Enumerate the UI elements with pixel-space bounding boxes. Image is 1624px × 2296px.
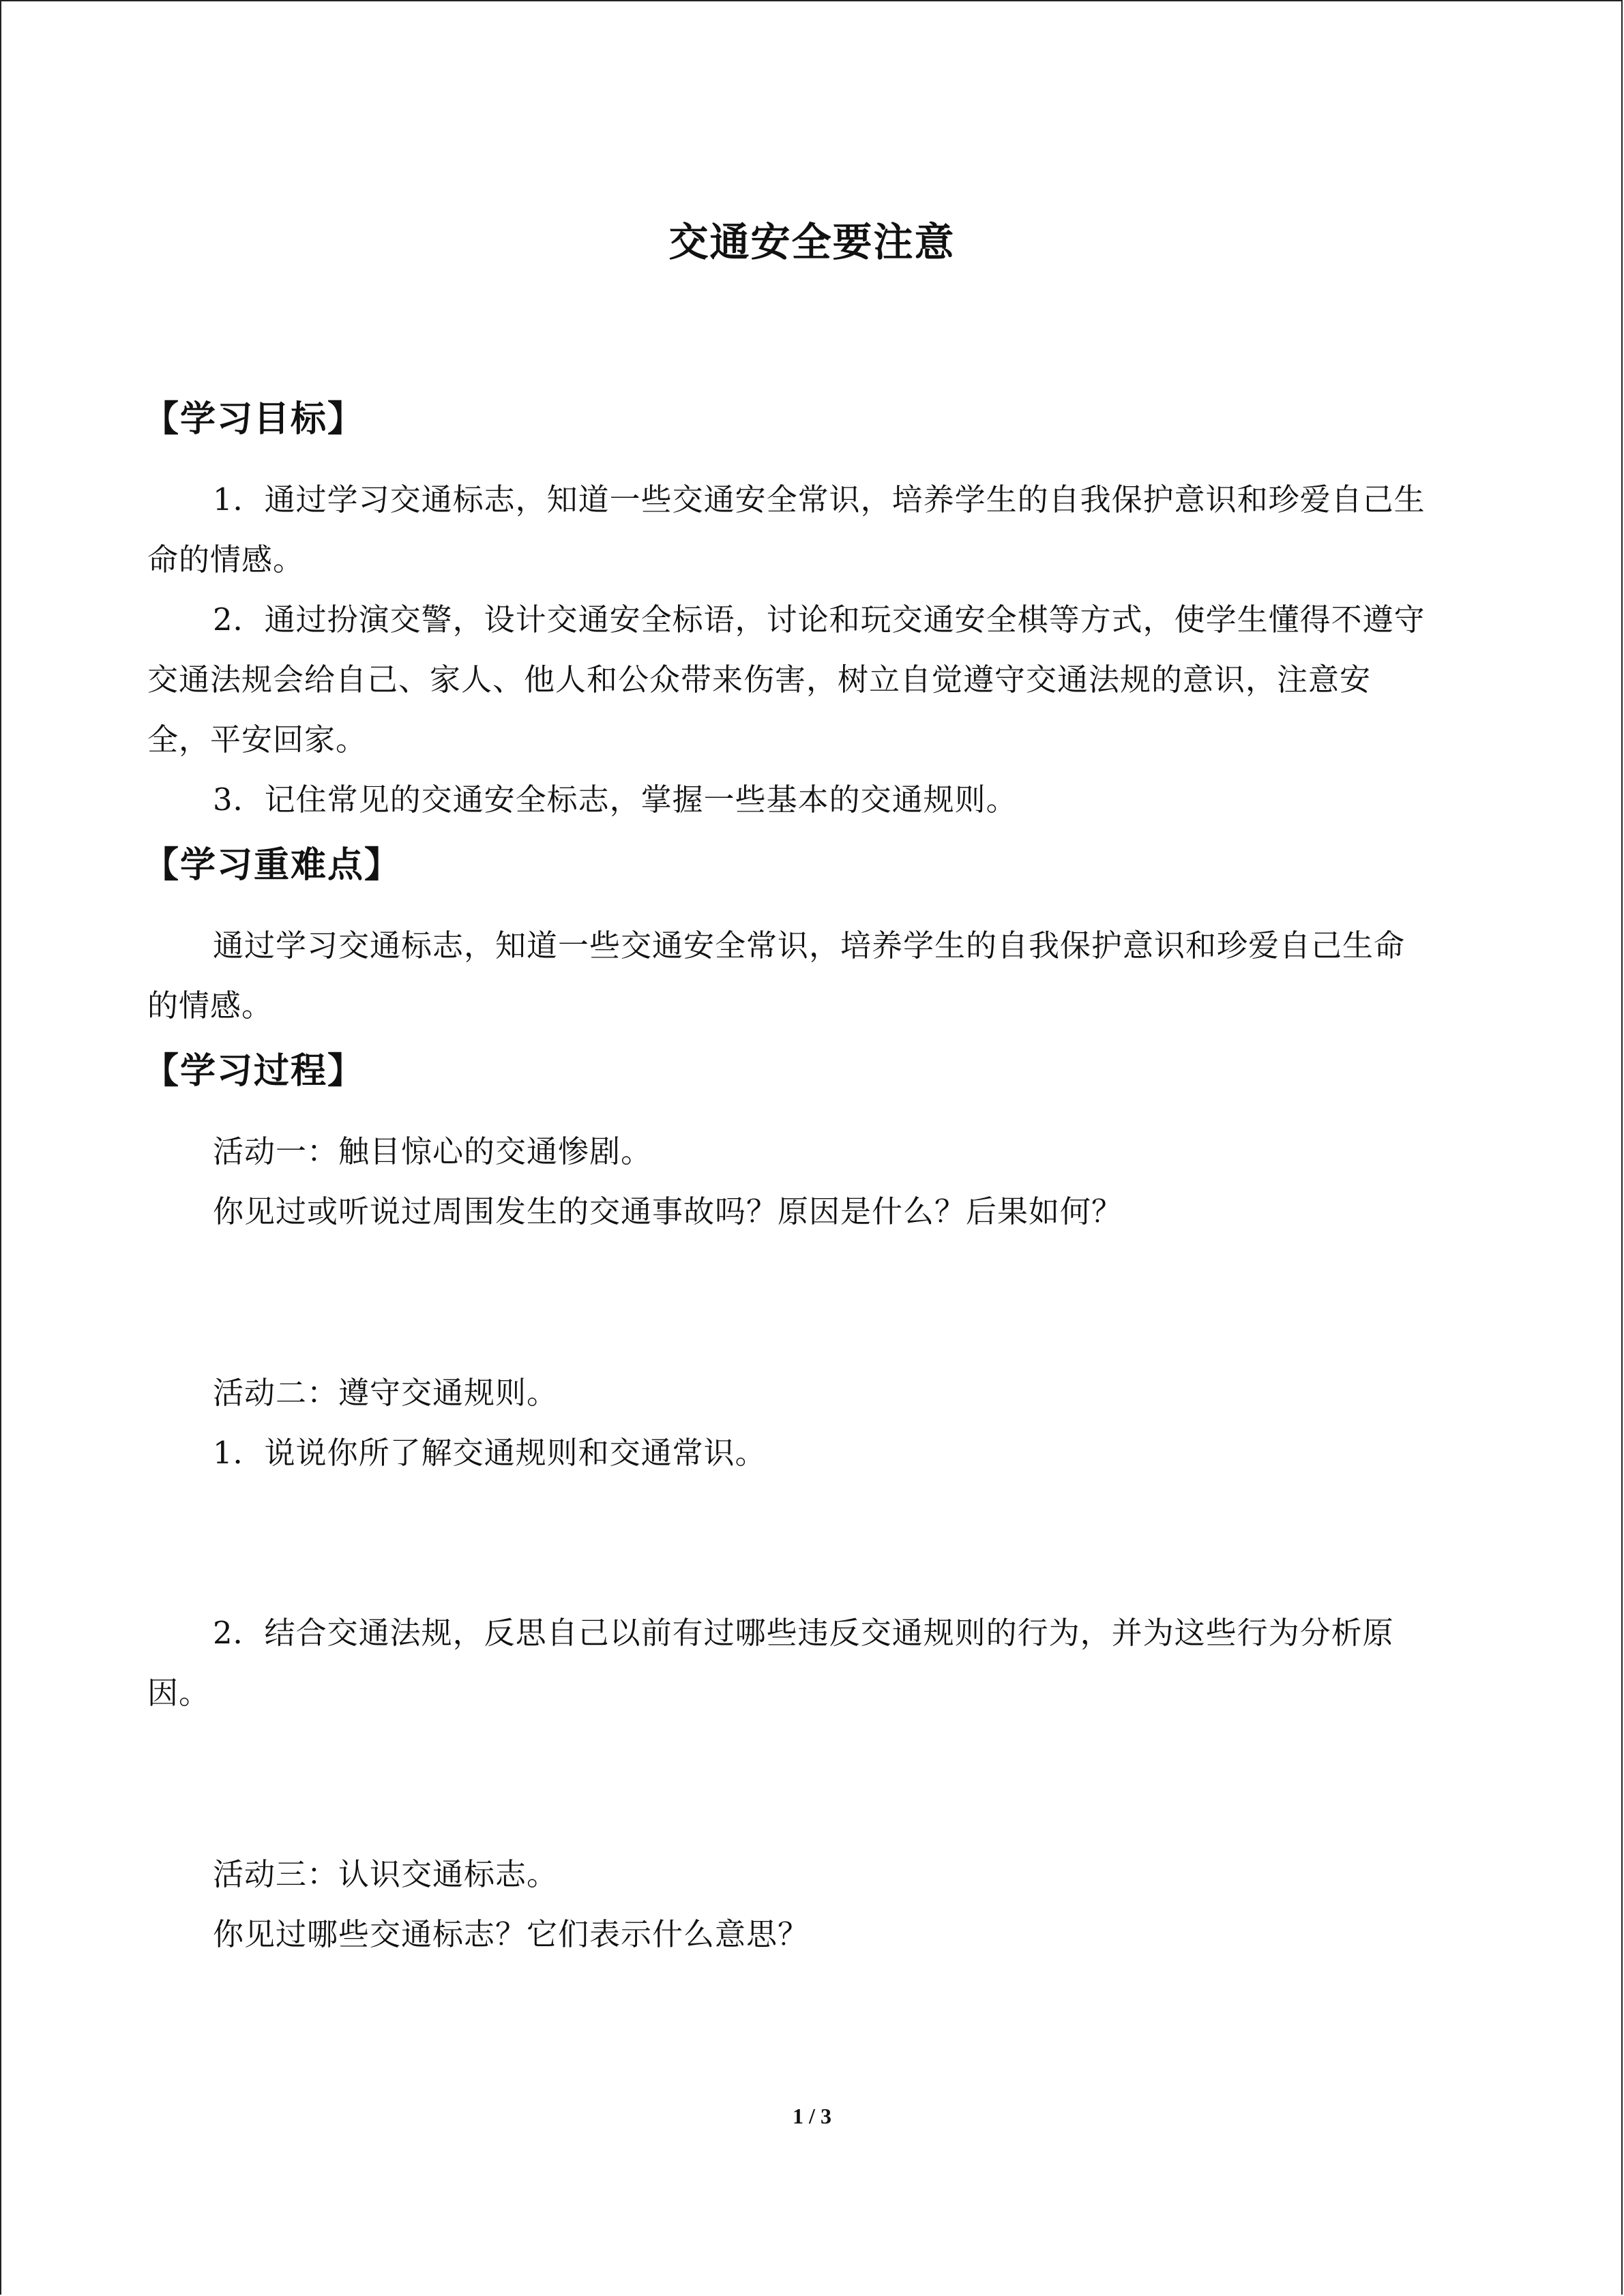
activity-three-title: 活动三：认识交通标志。 — [213, 1856, 559, 1892]
document-title: 交通安全要注意 — [668, 219, 956, 265]
activity-two-item-1: 1．说说你所了解交通规则和交通常识。 — [213, 1435, 767, 1471]
section-heading-key-points: 【学习重难点】 — [143, 845, 402, 886]
activity-two-item-2-cont: 因。 — [147, 1675, 211, 1711]
objectives-line-6: 3．记住常见的交通安全标志，掌握一些基本的交通规则。 — [213, 781, 1018, 818]
activity-one-title: 活动一：触目惊心的交通惨剧。 — [213, 1133, 653, 1169]
activity-two-item-2: 2．结合交通法规，反思自己以前有过哪些违反交通规则的行为，并为这些行为分析原 — [213, 1615, 1394, 1651]
activity-three-question: 你见过哪些交通标志？它们表示什么意思？ — [213, 1916, 810, 1952]
key-points-line-1: 通过学习交通标志，知道一些交通安全常识，培养学生的自我保护意识和珍爱自己生命 — [213, 927, 1406, 964]
objectives-line-4: 交通法规会给自己、家人、他人和公众带来伤害，树立自觉遵守交通法规的意识，注意安 — [147, 661, 1372, 698]
objectives-line-1: 1．通过学习交通标志，知道一些交通安全常识，培养学生的自我保护意识和珍爱自己生 — [213, 481, 1426, 518]
objectives-line-5: 全，平安回家。 — [147, 721, 368, 758]
objectives-line-2: 命的情感。 — [147, 541, 305, 578]
objectives-line-3: 2．通过扮演交警，设计交通安全标语，讨论和玩交通安全棋等方式，使学生懂得不遵守 — [213, 601, 1426, 638]
section-heading-process: 【学习过程】 — [143, 1051, 365, 1092]
activity-two-title: 活动二：遵守交通规则。 — [213, 1375, 559, 1411]
section-heading-objectives: 【学习目标】 — [143, 399, 365, 440]
key-points-line-2: 的情感。 — [147, 987, 274, 1024]
page-number: 1 / 3 — [793, 2104, 831, 2128]
activity-one-question: 你见过或听说过周围发生的交通事故吗？原因是什么？后果如何？ — [213, 1193, 1123, 1229]
